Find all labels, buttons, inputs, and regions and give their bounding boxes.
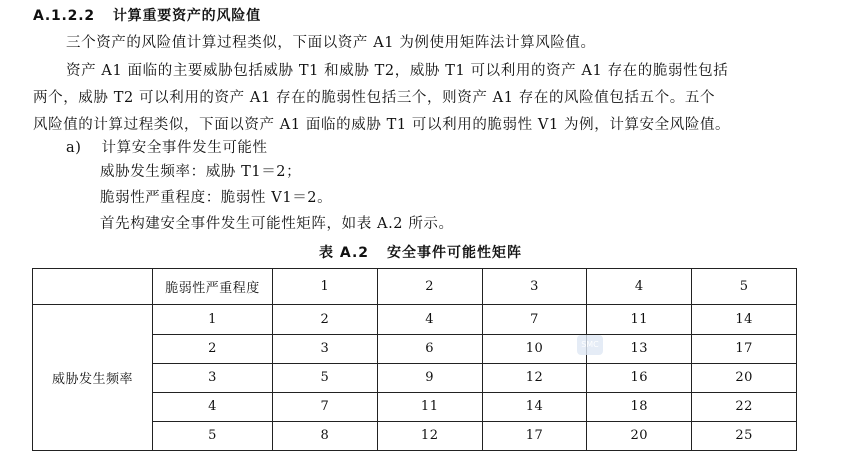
- severity-header-cell: 脆弱性严重程度: [153, 269, 273, 305]
- severity-level-cell: 4: [587, 269, 692, 305]
- table-caption: [0, 242, 841, 262]
- table-cell: 2: [273, 305, 378, 334]
- table-cell: 9: [377, 363, 482, 392]
- table-cell: 17: [482, 421, 587, 450]
- frequency-level-cell: 4: [153, 392, 273, 421]
- table-cell: 5: [273, 363, 378, 392]
- table-cell: 25: [692, 421, 797, 450]
- table-cell: 11: [587, 305, 692, 334]
- empty-corner-cell: [33, 269, 153, 305]
- table-cell: 7: [482, 305, 587, 334]
- table-cell: 17: [692, 334, 797, 363]
- frequency-level-cell: 2: [153, 334, 273, 363]
- severity-level-cell: 1: [273, 269, 378, 305]
- table-cell: 13: [587, 334, 692, 363]
- table-header-row: [33, 269, 797, 305]
- likelihood-matrix-table: [32, 268, 797, 451]
- table-cell: 8: [273, 421, 378, 450]
- list-item-a: [66, 138, 268, 158]
- list-item-title: 计算安全事件发生可能性: [101, 140, 268, 156]
- table-cell: 18: [587, 392, 692, 421]
- table-cell: 11: [377, 392, 482, 421]
- paragraph-2-line-1: 资产 A1 面临的主要威胁包括威胁 T1 和威胁 T2，威胁 T1 可以利用的资产 A1 存在的脆弱性包括: [66, 63, 729, 79]
- table-cell: 14: [692, 305, 797, 334]
- table-cell: 12: [377, 421, 482, 450]
- matrix-intro-line: 首先构建安全事件发生可能性矩阵，如表 A.2 所示。: [100, 216, 454, 232]
- table-cell: 4: [377, 305, 482, 334]
- table-caption-number: 表 A.2: [318, 245, 370, 261]
- threat-frequency-line: 威胁发生频率：威胁 T1＝2；: [100, 164, 302, 180]
- frequency-header-cell: 威胁发生频率: [33, 305, 153, 451]
- paragraph-2-line-2: 两个，威胁 T2 可以利用的资产 A1 存在的脆弱性包括三个，则资产 A1 存在的风险值包括五个。五个: [33, 90, 716, 106]
- table-cell: 20: [692, 363, 797, 392]
- table-cell: 22: [692, 392, 797, 421]
- table-cell: 16: [587, 363, 692, 392]
- table-cell: 7: [273, 392, 378, 421]
- severity-level-cell: 5: [692, 269, 797, 305]
- watermark-logo: SMC: [577, 335, 603, 355]
- section-heading: [33, 6, 261, 26]
- vulnerability-severity-line: 脆弱性严重程度：脆弱性 V1＝2。: [100, 190, 333, 206]
- section-title: 计算重要资产的风险值: [112, 8, 261, 24]
- table-cell: 6: [377, 334, 482, 363]
- severity-level-cell: 2: [377, 269, 482, 305]
- table-cell: 10: [482, 334, 587, 363]
- section-number: A.1.2.2: [33, 8, 95, 24]
- frequency-level-cell: 3: [153, 363, 273, 392]
- table-cell: 3: [273, 334, 378, 363]
- severity-level-cell: 3: [482, 269, 587, 305]
- table-cell: 12: [482, 363, 587, 392]
- table-cell: 14: [482, 392, 587, 421]
- table-cell: 20: [587, 421, 692, 450]
- frequency-level-cell: 1: [153, 305, 273, 334]
- frequency-level-cell: 5: [153, 421, 273, 450]
- table-caption-title: 安全事件可能性矩阵: [387, 245, 523, 261]
- table-row: [33, 305, 797, 334]
- list-marker: a): [66, 140, 82, 156]
- paragraph-1: 三个资产的风险值计算过程类似，下面以资产 A1 为例使用矩阵法计算风险值。: [66, 35, 596, 51]
- paragraph-2-line-3: 风险值的计算过程类似，下面以资产 A1 面临的威胁 T1 可以利用的脆弱性 V1 为例，计算安全风险值。: [33, 117, 731, 133]
